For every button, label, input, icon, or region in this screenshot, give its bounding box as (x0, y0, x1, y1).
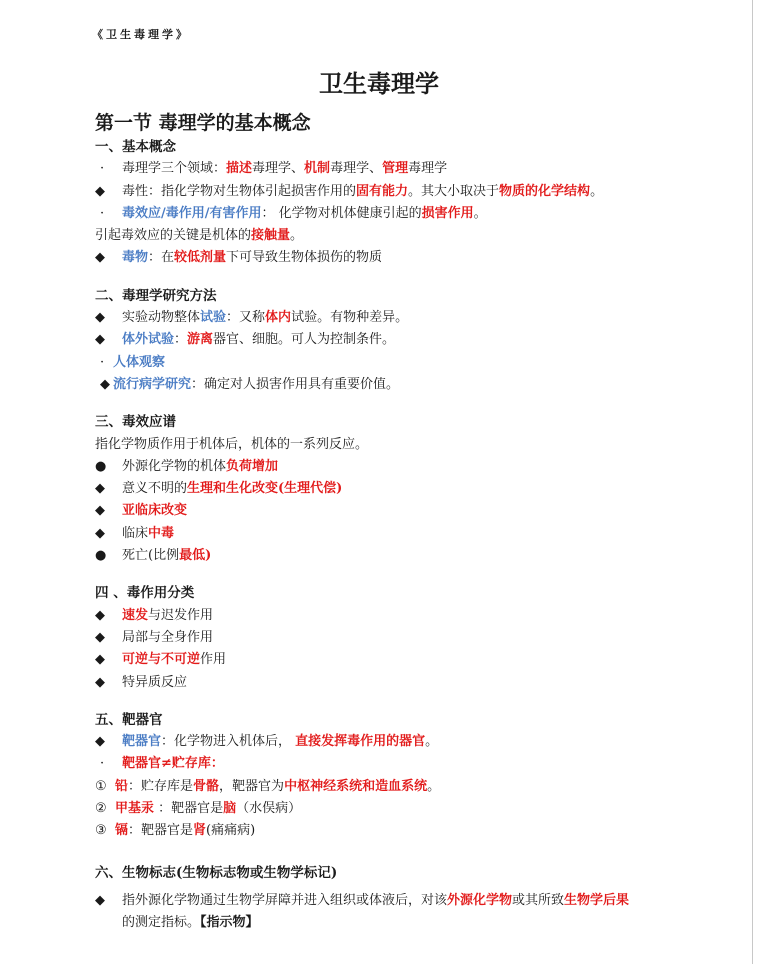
section-title: 第一节 毒理学的基本概念 (95, 112, 311, 134)
number-marker: ② (95, 801, 107, 817)
diamond-bullet-icon: ◆ (95, 892, 105, 908)
diamond-bullet-icon: ◆ (95, 629, 105, 645)
heading-basic-concepts: 一、基本概念 (95, 139, 176, 155)
list-item: · 人体观察 (95, 352, 735, 374)
list-item: ◆ 特异质反应 (95, 672, 735, 694)
list-item: ◆ 靶器官：化学物进入机体后， 直接发挥毒作用的器官。 (95, 731, 735, 753)
diamond-bullet-icon: ◆ (95, 525, 105, 541)
dot-bullet-icon: · (100, 161, 105, 177)
document-body (95, 136, 735, 935)
heading-toxic-action-classification: 四 、毒作用分类 (95, 585, 195, 602)
heading-toxic-effect-spectrum: 三、毒效应谱 (95, 414, 176, 431)
list-item: ◆ 临床中毒 (95, 523, 735, 545)
diamond-bullet-icon: ◆ (95, 332, 105, 348)
diamond-bullet-icon: ◆ (95, 481, 105, 497)
list-item: ● 外源化学物的机体负荷增加 (95, 456, 735, 478)
list-item: ◆ 流行病学研究：确定对人损害作用具有重要价值。 (95, 374, 735, 396)
list-item: ◆ 体外试验：游离器官、细胞。可人为控制条件。 (95, 329, 735, 351)
dot-bullet-icon: · (100, 205, 105, 221)
circle-bullet-icon: ● (95, 548, 107, 564)
numbered-item: ① 铅：贮存库是骨骼，靶器官为中枢神经系统和造血系统。 (95, 776, 735, 798)
heading-biomarker: 六、生物标志(生物标志物或生物学标记) (95, 864, 338, 881)
list-item: ◆ 毒物：在较低剂量下可导致生物体损伤的物质 (95, 247, 735, 269)
paragraph: 指化学物质作用于机体后，机体的一系列反应。 (95, 436, 369, 452)
diamond-bullet-icon: ◆ (95, 250, 105, 266)
diamond-bullet-icon: ◆ (95, 674, 105, 690)
number-marker: ③ (95, 823, 107, 839)
document-title: 卫生毒理学 (319, 69, 439, 98)
number-marker: ① (95, 778, 107, 794)
dot-bullet-icon: · (100, 354, 105, 370)
dot-bullet-icon: · (100, 756, 105, 772)
list-item: ◆ 意义不明的生理和生化改变(生理代偿) (95, 478, 735, 500)
page-edge-divider (752, 0, 753, 964)
list-item: · 毒效应/毒作用/有害作用： 化学物对机体健康引起的损害作用。 (95, 203, 735, 225)
list-item: ◆ 速发与迟发作用 (95, 605, 735, 627)
list-item: ◆ 实验动物整体试验：又称体内试验。有物种差异。 (95, 307, 735, 329)
circle-bullet-icon: ● (95, 458, 107, 474)
paragraph: 引起毒效应的关键是机体的接触量。 (95, 228, 304, 244)
list-item: ◆ 可逆与不可逆作用 (95, 649, 735, 671)
list-item: · 毒理学三个领域：描述毒理学、机制毒理学、管理毒理学 (95, 158, 735, 180)
diamond-bullet-icon: ◆ (95, 652, 105, 668)
list-item: ◆ 亚临床改变 (95, 500, 735, 522)
heading-research-methods: 二、毒理学研究方法 (95, 287, 217, 304)
diamond-bullet-icon: ◆ (95, 734, 105, 750)
numbered-item: ③ 镉：靶器官是肾(痛痛病) (95, 820, 735, 842)
diamond-bullet-icon: ◆ (95, 503, 105, 519)
list-item: · 靶器官≠贮存库： (95, 753, 735, 775)
list-item: ◆ 毒性：指化学物对生物体引起损害作用的固有能力。其大小取决于物质的化学结构。 (95, 181, 735, 203)
heading-target-organ: 五、靶器官 (95, 711, 163, 728)
diamond-bullet-icon: ◆ (95, 310, 105, 326)
diamond-bullet-icon: ◆ (95, 607, 105, 623)
list-item: ● 死亡(比例最低) (95, 545, 735, 567)
numbered-item: ② 甲基汞 ：靶器官是脑（水俣病） (95, 798, 735, 820)
list-item: ◆ 局部与全身作用 (95, 627, 735, 649)
running-header: 《卫生毒理学》 (92, 28, 190, 41)
diamond-bullet-icon: ◆ (95, 183, 105, 199)
list-item: ◆ 指外源化学物通过生物学屏障并进入组织或体液后，对该外源化学物或其所致生物学后果 的测定指标。【指示物】 (95, 890, 722, 935)
diamond-bullet-icon: ◆ (100, 376, 110, 392)
